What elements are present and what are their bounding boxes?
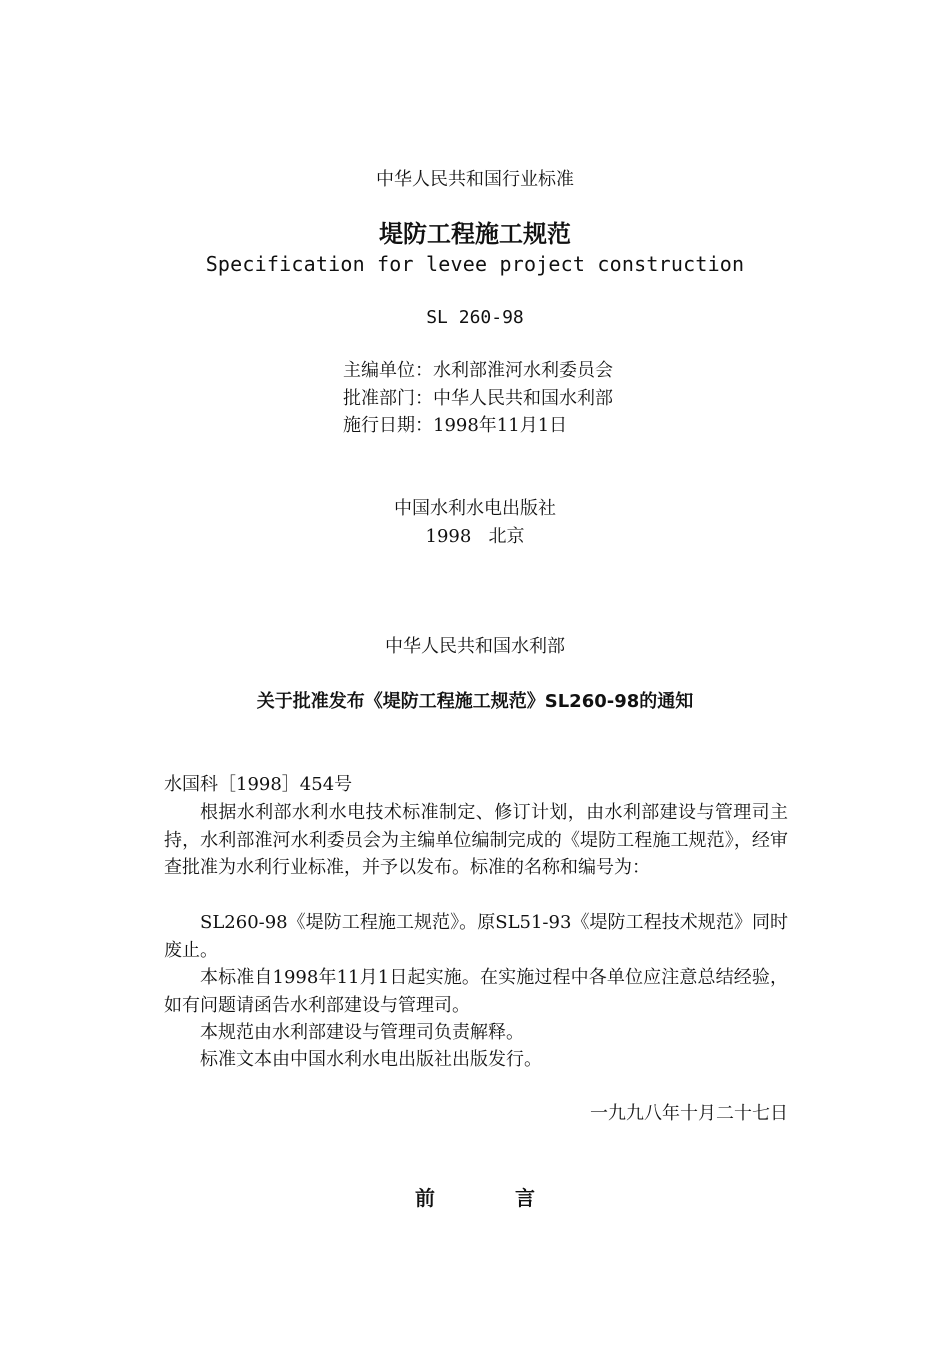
notice-paragraph: SL260-98《堤防工程施工规范》。原SL51-93《堤防工程技术规范》同时废止。 [164,912,788,961]
notice-paragraph: 根据水利部水利水电技术标准制定、修订计划，由水利部建设与管理司主持，水利部淮河水利委员会为主编单位编制完成的《堤防工程施工规范》，经审查批准为水利行业标准，并予以发布。标准的名称和编号为： [164,802,788,878]
document-title-en: Specification for levee project construction [205,252,745,276]
approving-department: 批准部门：中华人民共和国水利部 [343,388,613,409]
effective-date: 施行日期：1998年11月1日 [343,415,568,436]
document-title-cn: 堤防工程施工规范 [379,220,571,248]
publish-year-place: 1998 北京 [425,526,525,547]
notice-paragraph: 标准文本由中国水利水电出版社出版发行。 [200,1049,542,1070]
document-number: 水国科［1998］454号 [164,774,353,795]
notice-date: 一九九八年十月二十七日 [590,1103,788,1124]
preface-heading: 前言 [415,1186,615,1210]
standard-type-label: 中华人民共和国行业标准 [376,169,574,190]
standard-code: SL 260-98 [426,307,524,328]
ministry-name: 中华人民共和国水利部 [385,636,565,657]
publisher-name: 中国水利水电出版社 [394,498,556,519]
notice-paragraph: 本规范由水利部建设与管理司负责解释。 [200,1022,524,1043]
editor-unit: 主编单位：水利部淮河水利委员会 [343,360,613,381]
notice-paragraph: 本标准自1998年11月1日起实施。在实施过程中各单位应注意总结经验，如有问题请函告水利部建设与管理司。 [164,967,788,1016]
notice-title: 关于批准发布《堤防工程施工规范》SL260-98的通知 [256,691,694,712]
